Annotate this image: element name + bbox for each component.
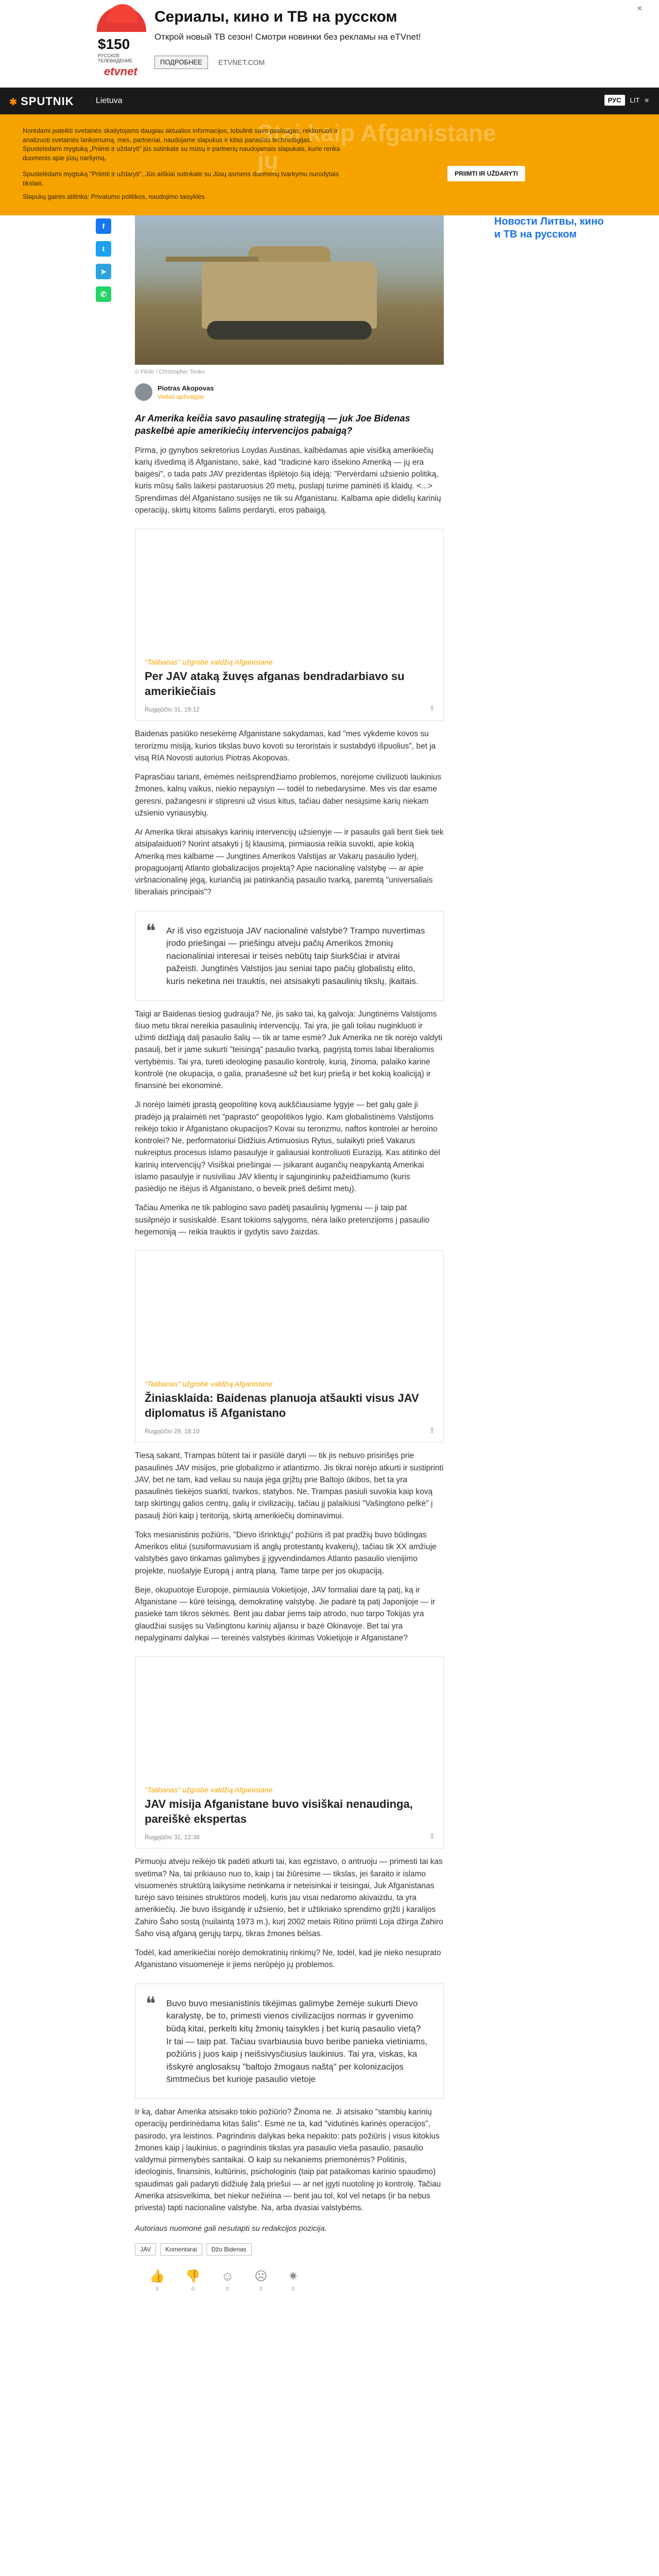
reaction-count: 0 (226, 2286, 230, 2293)
paragraph: Ar Amerika tikrai atsisakys karinių intervencijų užsienyje — ir pasaulis gali bent šiek tiek atsipalaiduoti? Norint atsakyti į šį klausimą, pirmiausia reikia suvokti, apie kokią Ameriką mes kalbame — Jungtines Amerikos Valstijas ar Vakarų pasaulio lyderį, propaguojantį Atlanto globalizacijos projektą? Apie nacionalinę valstybę — ar apie viršnacionalinę jėgą, kuriančią jai patinkančią pasaulio tvarką, paremtą "universaliais liberaliais principais"? (135, 828, 444, 897)
paragraph: Tiesą sakant, Trampas būtent tai ir pasiūlė daryti — tik jis nebuvo prisirišęs prie pasaulinės JAV misijos, prie globalizmo ir atlantizmo. Jis tikrai norėjo atkurti ir sustiprinti JAV, bet ne tam, kad veliau su nauja jėga grįžtų prie Baltojo ūkibos, bet ta yra pasaulinės tiekėjos suarkti, tvarkos, statybos. Ne, Trampas pasiuli suvokia kaip kovą tarp skirtingų galios centrų, galių ir civilizacijų, tačiau jį palaikiusi "Vašingtono pelkė" į pasaulį žiūri kaip į teritoriją, skirtą amerikiečių dominavimui. (135, 1451, 444, 1520)
related-date: Rugpjūčio 29, 18:10 (145, 1428, 200, 1435)
paragraph: Ir ką, dabar Amerika atsisako tokio požiūrio? Žinoma ne. Ji atsisako "stambių karinių operacijų perdirinėdama kitas šalis". Esmė ne ta, kad "vidutinės karinės operacijos", pasirodo, yra leistinos. Pagrindinis dalykas beka nepakito: pats požiūris į visus kitokius žmones kaip į laukinius, o pagrindinis tikslas yra pasaulio vieša pasaulio, pasaulio valdymui pirmenybės santaikai. O kaip su nekaniems priemonėmis? Politinis, ideologinis, finansinis, kultūrinis, psichologinis (taip pat pataikomas karinio spaudimo) spaudimas gali padaryti didžiulę žalą priešui — ar net įgyti nuotolinę jo kontrolę. Tačiau Amerika atsisvelkima, bet niekur nežiėina — bent jau tol, kol vel netaps (ir ba nebus privesta) tapti nacionaline valstybe. Na, arba dvasiai valstybėms. (135, 2108, 441, 2213)
author-name[interactable]: Piotras Akopovas (158, 384, 214, 392)
paragraph: Todėl, kad amerikiečiai norėjo demokratinių rinkimų? Ne, todėl, kad jie nieko nesuprato Afganistano visuomenėje ir jiems nerūpėjo jų problemos. (135, 1948, 441, 1970)
quote-icon: ❝ (146, 920, 156, 942)
share-icon[interactable]: ⇪ (429, 704, 435, 713)
reaction-glyph: ☺ (221, 2269, 234, 2284)
related-date: Rugpjūčio 31, 19:12 (145, 706, 200, 714)
tank-track (207, 321, 372, 340)
whatsapp-share-icon[interactable]: ✆ (96, 286, 111, 302)
sidebar-promo-link[interactable]: Новости Литвы, кино и ТВ на русском (494, 216, 604, 240)
author-disclaimer: Autoriaus nuomonė gali nesutapti su redakcijos pozicija. (135, 2224, 327, 2233)
ad-price-sub: РУССКОЕ ТЕЛЕВИДЕНИЕ (98, 53, 132, 63)
cookie-ghost-title: Stai kaip Afganistane jų (257, 120, 496, 174)
related-title[interactable]: JAV misija Afganistane buvo visiškai nenaudinga, pareiškė ekspertas (145, 1798, 413, 1825)
lang-lt-button[interactable]: LIT (630, 96, 640, 104)
ad-brand-logo: etvnet (104, 65, 137, 78)
related-tag[interactable]: "Talibanas" užgrobė valdžią Afganistane (145, 1380, 273, 1388)
quote-text: Ar iš viso egzistuoja JAV nacionalinė valstybė? Trampo nuvertimas įrodo priešingai — priešingu atveju pačių Amerikos žmonių nacionaliniai interesai ir teisės nebūtų taip šiurkščiai ir atvirai pažeisti. Jungtinės Valstijos jau seniai tapo pačių globalistų elito, kuris neketina nei trauktis, nei atsisakyti pasaulinių tikslų, įkaitais. (166, 925, 425, 987)
reaction-count: 3 (155, 2286, 159, 2293)
reaction-count: 0 (259, 2286, 263, 2293)
related-date: Rugpjūčio 31, 12:38 (145, 1834, 200, 1841)
paragraph: Pirma, jo gynybos sekretorius Loydas Austinas, kalbėdamas apie visišką amerikiečių karių išvedimą iš Afganistano, sakė, kad "tradicinė karo išsekino Ameriką — jų era baigėsi", o tada pats JAV prezidentas išplėtojo šią idėją: "Pervėrdami užsienio politiką, kuris mūsų šalis laikesi pastaruosius 20 metų, puslapį turime paminėti iš klaidų. <...> Sprendimas dėl Afganistano susijęs ne tik su Afganistanu. Kalbama apie didelių karinių operacijų, skirtų kitoms šalims perdaryti, eros pabaigą. (135, 446, 441, 515)
sidebar (494, 215, 613, 241)
thumbs-down-icon[interactable] (185, 2269, 201, 2292)
tag[interactable]: Džo Bidenas (206, 2243, 252, 2256)
paragraph: Toks mesianistinis požiūris, "Dievo išrinktųjų" požiūris iš pat pradžių buvo būdingas Amerikos elitui (susiformavusiam iš anglų protestantų kvakerių), tačiau tik XX amžiuje valstybės gavo tinkamas galimybes jį įgyvendindamos Atlanto pasaulio vienijimo projekte, nuošalyje Europą į antrą planą. Tame tarpe per jos okupaciją. (135, 1530, 437, 1575)
logo-text: SPUTNIK (21, 95, 74, 108)
umbrella-top-icon (107, 4, 138, 23)
paragraph: Tačiau Amerika ne tik pablogino savo padėtį pasaulinių lygmeniu — ji taip pat susilpnėjo ir susiskaldė. Esant tokioms sąlygoms, nėra laiko pretenzijoms į pasaulio hegemoniją — reikia trauktis ir gydytis savo žaizdas. (135, 1204, 430, 1236)
cookie-policy-links[interactable]: Slapukų gairės atitinka: Privatumo politikos, naudojimo taisyklės (23, 193, 205, 200)
tank-body (202, 262, 377, 329)
ad-banner[interactable] (0, 0, 659, 88)
telegram-share-icon[interactable]: ➤ (96, 264, 111, 279)
related-tag[interactable]: "Talibanas" užgrobė valdžią Afganistane (145, 1786, 273, 1794)
share-bar (96, 218, 111, 309)
related-article[interactable] (135, 1250, 444, 1443)
reaction-glyph: 👍 (149, 2269, 165, 2284)
twitter-share-icon[interactable]: t (96, 241, 111, 257)
thumbs-up-icon[interactable] (149, 2269, 165, 2292)
lang-ru-button[interactable]: РУС (604, 95, 625, 106)
tag[interactable]: JAV (135, 2243, 156, 2256)
reaction-count: 0 (191, 2286, 195, 2293)
blockquote (135, 911, 444, 1001)
avatar[interactable] (135, 383, 152, 401)
smile-icon[interactable] (221, 2269, 234, 2292)
reaction-glyph: 👎 (185, 2269, 201, 2284)
reaction-count: 0 (291, 2286, 295, 2293)
paragraph: Taigi ar Baidenas tiesiog gudrauja? Ne, jis sako tai, ką galvoja: Jungtinėms Valstijoms šiuo metu tikrai nereikia pasaulinių intervencijų. Tai yra, jie gali toliau nuginkluoti ir užimti didžiąją dalį pasaulio šalių — tik ar tame esmė? Juk Amerika ne tik norėjo valdyti pasaulį, bet ir jame sukurti "teisingą" pasaulio tvarką, pagrįstą tomis labai liberaliomis vertybėmis. Tai yra, tureti ideologinę pasaulio kontrolę, kurią, žinoma, palaiko karinė kontrolė (ne okupacija, o galia, pranašesnė už bet kurį priešą ir bet kokią koaliciją) ir finansinė bei ekonominė. (135, 1009, 443, 1091)
paragraph: Pirmuoju atveju reikėjo tik padėti atkurti tai, kas egzistavo, o antruoju — primesti tai kas svetima? Na, tai prikiauso nuo to, kaip į tai žiūrėsime — tikslas, jei šaraito ir islamo visuomenės struktūrą laikysime netinkama ir neteisinkai ir teisingai, Juk Afganistanas turėjo savo teisinės struktūros modelį, kuris jau visai nedaromo akivaizdu, ta yra amerikiečių. Jie buvo išsigandę ir užsienio, bet ir užtikriako sprendimo grįžti į karalijos Zahiro Šaho sostą (nuilaintą 1973 m.), kurį 2002 metais Ritino priimti Loja džirga Zahiro Šaho visą afganą gerųjų tarpų, tikras žmones bėlsas. (135, 1857, 443, 1938)
article-photo (135, 215, 444, 365)
menu-icon[interactable]: ≡ (645, 96, 649, 104)
author-role: Vadas apžvalgas (158, 393, 204, 400)
reaction-glyph: ☹ (254, 2269, 268, 2284)
paragraph: Beje, okupuotoje Europoje, pirmiausia Vokietijoje, JAV formaliai darė tą patį, ką ir Afganistane — kūrė teisingą, demokratinę valstybę. Jie padarė tą patį Japonijoje — ir pasiekė tam tikros sėkmės. Bent jau dabar jiems taip atrodo, nuo tarpo Tokijas yra glaudžiai susijęs su Vašingtonu karinių aljansu ir bazė Okinavoje. Bet tai yra nepalyginami dalykai — tereinės valstybės ikirimas Vokietijoje ir Afganistane? (135, 1585, 436, 1642)
related-image[interactable] (135, 1251, 443, 1380)
related-article[interactable] (135, 1656, 444, 1849)
ad-image[interactable] (93, 4, 149, 81)
share-icon[interactable]: ⇪ (429, 1832, 435, 1841)
paragraph: Baidenas pasiūko nesekėmę Afganistane sakydamas, kad "mes vykdeme kovos su terorizmu misiją, kurios tikslas buvo kovoti su teroristais ir sustabdyti išpuolius", bet ja visą RIA Novosti autorius Piotras Akopovas. (135, 730, 436, 762)
article (135, 215, 444, 2292)
cookie-consent-bar (0, 114, 659, 215)
close-icon[interactable]: ✕ (636, 4, 643, 12)
article-lead: Ar Amerika keičia savo pasaulinę strategiją — juk Joe Bidenas paskelbė apie amerikiečių intervencijos pabaigą? (135, 413, 410, 436)
ad-more-button[interactable]: ПОДРОБНЕЕ (154, 56, 208, 69)
site-logo[interactable] (9, 95, 74, 108)
related-tag[interactable]: "Talibanas" užgrobė valdžią Afganistane (145, 658, 273, 667)
cookie-accept-button[interactable]: PRIIMTI IR UŽDARYTI (447, 166, 525, 181)
related-image[interactable] (135, 1657, 443, 1786)
angry-icon[interactable] (288, 2269, 298, 2292)
quote-text: Buvo buvo mesianistinis tikėjimas galimybe žemėje sukurti Dievo karalystę, be to, primesti vienos civilizacijos normas ir gyvenimo būdą kitai, perkelti kitų žmonių taisykles į bet kurią pasaulio vietą? Ir tai — taip pat. Tačiau svarbiausia buvo beribe panieka vietiniams, požiūris į juos kaip į neišsivysčiusius laukinius. Tai yra, viskas, ka išskyrė anglosaksų "baltojo žmogaus naštą" per kolonizacijos šimtmečius bet kurioje pasaulio vietoje (166, 1998, 428, 2084)
sad-icon[interactable] (254, 2269, 267, 2292)
paragraph: Ji norėjo laimėti įprastą geopolitinę kovą aukščiausiame lygyje — bet galų gale ji pradėjo ją pralaimėti net "paprasto" geopolitikos lygio. Kam globalistinėms Valstijoms reikėjo tokio ir Afganistano okupacijos? Kovai su terorizmu, naftos kontrolei ar heroino kontrolei? Ne, performatoriui Didžiuis Artimuosius Rytus, sulaikyti prieš Vakarus nukreiptus procesus islamo pasaulyje ir galiausiai kontroliuoti Euraziją. Kas atitinko dėl karinių intervencijų? Visiškai priešingai — įsikarant augančių neapykantą Amerikai islamo pasaulyje ir nusiviliau JAV klientų ir sąjungininkų pažeidžiamumo (kuris pasiėdijo ne išėjus iš Afganistano, o beveik prieš dešimt metų). (135, 1100, 440, 1194)
cookie-text: Norėdami pateikti svetainės skaitytojams daugiau aktualios informacijos, tobulinti savo paslaugas, reklamuoti ir analizuoti svetainės lankomumą, mes, partneriai, naudojame slapukus ir kitas panašias technologijas. Spustelėdami mygtuką „Priimti ir uždaryti“ jūs sutinkate su mūsų ir partnerių naudojamais slapukais, kurie renka duomenis apie jūsų naršymą. (23, 127, 340, 162)
header-actions (604, 95, 649, 106)
site-header (0, 88, 659, 114)
blockquote (135, 1984, 444, 2099)
related-image[interactable] (135, 529, 443, 658)
photo-caption: © Flickr / Christopher Tenku (135, 369, 205, 375)
cookie-text-consent: Spustelėdami mygtuką "Priimti ir uždaryti", Jūs aiškiai sutinkate su Jūsų asmens duomenų tvarkymu nurodytais tikslais. (23, 171, 339, 187)
paragraph: Paprasčiau tariant, ėmėmės neišsprendžiamo problemos, norėjome civilizuoti laukinius žmones, kalnų vaikus, niekio nepaysiyn — todėl to nebedarysime. Mes vis dar esame geresni, pažangesni ir stipresni už visus kitus, tačiau daber nesiųsime karių niekam užsienio vyriausybių. (135, 773, 442, 818)
ad-text: Открой новый ТВ сезон! Смотри новинки без рекламы на eTVnet! (154, 32, 421, 42)
related-title[interactable]: Per JAV ataką žuvęs afganas bendradarbiavo su amerikiečiais (145, 670, 405, 698)
author-block[interactable] (135, 383, 444, 401)
tank-gun (166, 257, 258, 262)
related-article[interactable] (135, 529, 444, 721)
tag[interactable]: Komentarai (160, 2243, 202, 2256)
facebook-share-icon[interactable]: f (96, 218, 111, 234)
quote-icon: ❝ (146, 1993, 156, 2014)
reaction-glyph: ✷ (288, 2269, 299, 2284)
related-title[interactable]: Žiniasklaida: Baidenas planuoja atšaukti visus JAV diplomatus iš Afganistano (145, 1392, 419, 1419)
tag-list (135, 2243, 444, 2256)
ad-title[interactable]: Сериалы, кино и ТВ на русском (154, 8, 397, 25)
ad-url[interactable]: ETVNET.COM (218, 58, 265, 66)
edition-selector[interactable]: Lietuva (96, 96, 123, 105)
reactions (135, 2269, 444, 2292)
ad-price: $150 (98, 36, 130, 52)
star-icon: ✱ (9, 97, 18, 107)
share-icon[interactable]: ⇪ (429, 1426, 435, 1435)
